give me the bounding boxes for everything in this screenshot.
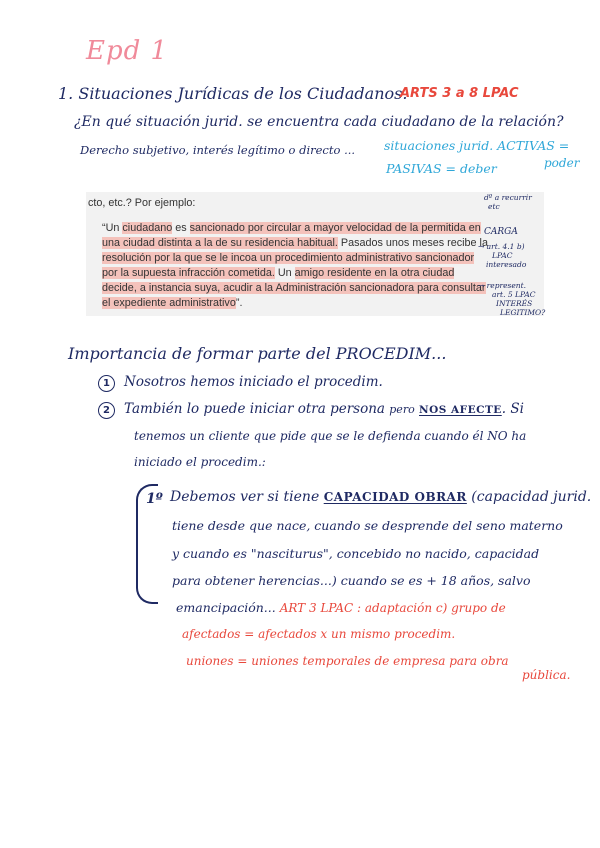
red-note-afectados: afectados = afectados x un mismo procedim. [182, 627, 456, 641]
articles-ref: ARTS 3 a 8 LPAC [400, 86, 519, 101]
page-title: Epd 1 [86, 36, 169, 66]
excerpt-line: “Un ciudadano es sancionado por circular a mayor velocidad de la permitida en [102, 222, 481, 234]
situations-note-poder: poder [544, 156, 580, 170]
question-text: ¿En qué situación jurid. se encuentra cada ciudadano de la relación? [74, 114, 564, 130]
item-2-line-3: iniciado el procedim.: [134, 455, 266, 469]
annotation-recurrir: dº a recurrir etc [484, 193, 532, 211]
situations-note-active: situaciones jurid. ACTIVAS = [384, 138, 570, 153]
sub-item-line-1: Debemos ver si tiene CAPACIDAD OBRAR (capacidad jurid. [170, 489, 592, 505]
item-2-text: También lo puede iniciar otra persona pero NOS AFECTE. Si [124, 401, 524, 417]
sub-item-line-3: y cuando es "nasciturus", concebido no nacido, capacidad [172, 546, 540, 561]
annotation-representante: → represent. art. 5 LPAC INTERÉS LEGITIMO? [478, 281, 546, 317]
excerpt-intro: cto, etc.? Por ejemplo: [88, 197, 196, 209]
excerpt-line: el expediente administrativo”. [102, 297, 243, 309]
sub-item-line-4: para obtener herencias...) cuando se es + 18 años, salvo [172, 573, 531, 588]
annotation-carga: CARGA [484, 227, 518, 237]
item-1-marker: 1 [98, 375, 115, 392]
excerpt-line: decide, a instancia suya, acudir a la Administración sancionadora para consultar [102, 282, 486, 294]
item-2-line-2: tenemos un cliente que pide que se le defienda cuando él NO ha [134, 429, 527, 443]
excerpt-line: resolución por la que se le incoa un procedimiento administrativo sancionador [102, 252, 475, 264]
situations-note-passive: PASIVAS = deber [386, 161, 497, 176]
annotation-interesado: → art. 4.1 b) LPAC interesado [478, 242, 527, 269]
excerpt-line: una ciudad distinta a la de su residencia habitual. Pasados unos meses recibe la [102, 237, 488, 249]
answer-text: Derecho subjetivo, interés legítimo o directo ... [80, 143, 356, 157]
red-note-uniones: uniones = uniones temporales de empresa para obra [186, 654, 509, 668]
sub-item-line-5: emancipación... ART 3 LPAC : adaptación c) grupo de [176, 600, 506, 615]
red-note-publica: pública. [522, 668, 571, 682]
item-1-text: Nosotros hemos iniciado el procedim. [124, 374, 383, 390]
sub-item-line-2: tiene desde que nace, cuando se desprende del seno materno [172, 518, 563, 533]
case-excerpt [86, 192, 544, 316]
item-2-marker: 2 [98, 402, 115, 419]
section-heading-2: Importancia de formar parte del PROCEDIM... [68, 344, 447, 363]
excerpt-line: por la supuesta infracción cometida. Un amigo residente en la otra ciudad [102, 267, 455, 279]
section-heading-1: 1. Situaciones Jurídicas de los Ciudadanos. [58, 84, 408, 103]
sub-item-marker: 1º [146, 491, 163, 507]
